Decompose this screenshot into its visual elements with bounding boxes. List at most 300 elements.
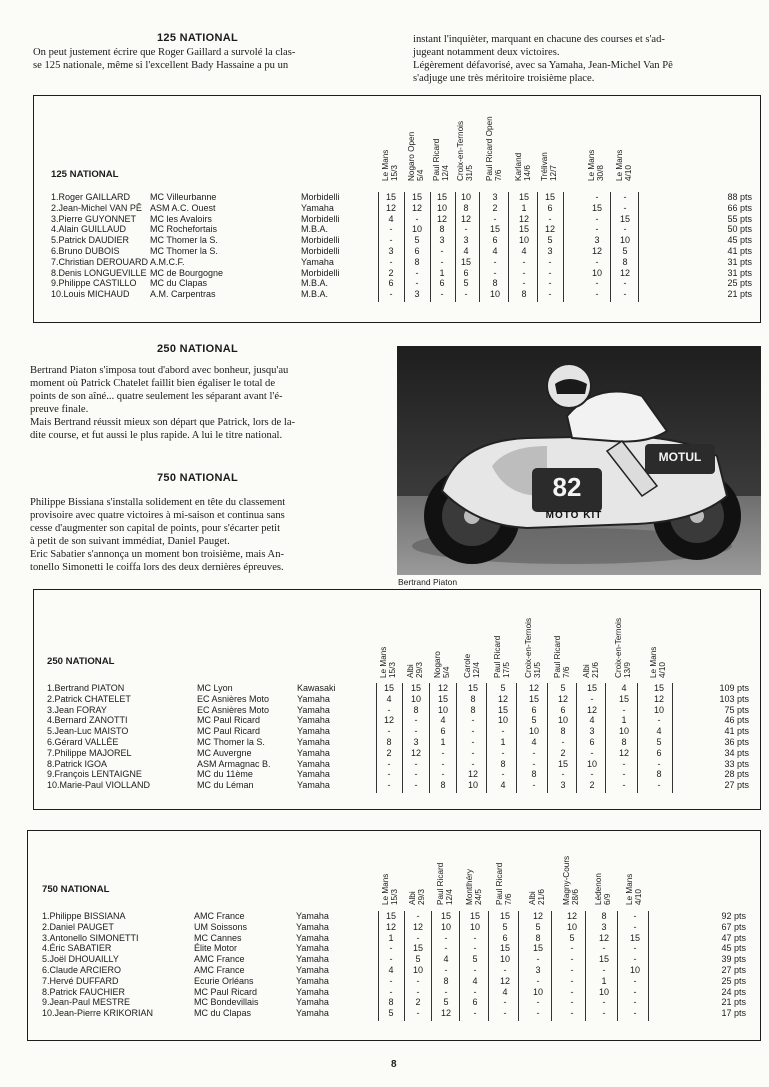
score-cell: - [590,693,594,704]
score-cell: 1 [621,715,627,726]
score-cell: - [503,965,507,975]
text-line: se 125 nationale, même si l'excellent Bady Hassaine a pu un [33,60,289,72]
score-cell: 3 [413,737,419,747]
rider-name: 5.Joël DHOUAILLY [42,954,119,965]
total-points: 66 pts [727,202,752,213]
rider-name: 2.Patrick CHATELET [47,693,131,704]
score-cell: 10 [598,986,609,997]
score-cell: 5 [547,235,553,246]
score-cell: 10 [586,758,597,769]
table-row [28,943,760,954]
score-cell: - [471,726,475,737]
bike-make: M.B.A. [301,224,329,235]
rider-name: 1.Philippe BISSIANA [42,911,126,921]
bike-make: Yamaha [296,965,329,975]
score-cell: 8 [492,278,498,289]
score-cell: 12 [411,202,422,213]
score-cell: - [389,235,393,246]
score-cell: 15 [411,192,422,202]
score-cell: - [622,758,626,769]
column-header-label: Albi 29/3 [406,662,425,678]
table-title: 750 NATIONAL [42,884,110,895]
score-cell: 15 [499,943,510,954]
article-250-text [30,364,382,443]
club-name: MC Bondevillais [194,997,259,1008]
table-row [28,976,760,987]
score-cell: 1 [439,267,445,278]
text-line: Eric Sabatier s'annonça un moment bon troisième, mais An- [30,549,285,561]
club-name: Élite Motor [194,943,238,954]
score-cell: - [387,758,391,769]
score-cell: 3 [439,235,445,246]
score-cell: - [473,986,477,997]
score-cell: 15 [518,224,529,235]
score-cell: 12 [497,693,508,704]
bike-make: Yamaha [296,921,329,932]
column-header-label: Karland 14/6 [514,152,533,181]
club-name: MC Paul Ricard [197,726,261,737]
score-cell: - [444,965,448,975]
column-header-label: Le Mans 15/3 [381,873,400,905]
score-cell: 8 [414,256,420,267]
total-points: 25 pts [727,278,752,289]
score-cell: 6 [531,704,537,715]
score-cell: - [389,289,393,300]
score-cell: - [440,256,444,267]
score-cell: - [633,997,637,1008]
total-points: 31 pts [727,267,752,278]
score-cell: 15 [591,202,602,213]
total-points: 103 pts [719,693,749,704]
club-name: A.M.C.F. [150,256,185,267]
score-cell: - [387,769,391,780]
standings-table-250 [33,589,761,810]
table-row [28,954,760,965]
score-cell: - [536,975,540,986]
score-cell: - [473,943,477,954]
score-cell: - [471,758,475,769]
score-cell: 4 [388,965,394,975]
column-header-label: Paul Ricard 7/6 [553,635,572,678]
score-cell: 5 [622,246,628,256]
score-cell: 6 [440,726,446,737]
score-cell: 4 [440,715,446,726]
score-cell: - [473,932,477,943]
section-heading-125: 125 NATIONAL [157,32,239,44]
bike-make: M.B.A. [301,278,329,289]
rider-name: 3.Antonello SIMONETTI [42,932,139,943]
score-cell: 4 [531,737,537,747]
table-row [28,933,760,944]
score-cell: 12 [528,683,539,693]
score-cell: 5 [388,1008,394,1019]
rider-name: 10.Louis MICHAUD [51,289,130,300]
bike-make: Yamaha [296,943,329,954]
score-cell: 8 [560,726,566,737]
bike-make: Kawasaki [297,683,336,693]
score-cell: 15 [497,704,508,715]
score-cell: 8 [531,769,537,780]
score-cell: - [416,975,420,986]
score-cell: 10 [440,921,451,932]
score-cell: 10 [591,267,602,278]
column-header-label: Le Mans 4/10 [625,873,644,905]
score-cell: 12 [653,693,664,704]
bike-make: Morbidelli [301,267,340,278]
rider-name: 4.Alain GUILLAUD [51,224,127,235]
club-name: UM Soissons [194,921,248,932]
score-cell: - [602,965,606,975]
table-row [34,780,760,791]
table-row [34,203,760,214]
club-name: MC Paul Ricard [194,986,258,997]
club-name: EC Asnières Moto [197,693,270,704]
score-cell: 2 [386,747,392,758]
bike-make: Yamaha [296,932,329,943]
score-cell: - [633,954,637,965]
score-cell: - [622,704,626,715]
score-cell: 2 [415,997,421,1008]
bike-make: Yamaha [296,975,329,986]
score-cell: 3 [560,780,566,791]
score-cell: 8 [388,997,394,1008]
score-cell: - [570,943,574,954]
club-name: MC Thomer la S. [150,246,218,256]
column-header-label: Paul Ricard 12/4 [432,138,451,181]
rider-name: 10.Marie-Paul VIOLLAND [47,780,151,791]
score-cell: 10 [653,704,664,715]
rider-name: 10.Jean-Pierre KRIKORIAN [42,1008,154,1019]
column-header-label: Paul Ricard 12/4 [436,862,455,905]
score-cell: - [595,224,599,235]
score-cell: 8 [535,932,541,943]
club-name: MC Thomer la S. [197,737,265,747]
intro-125-left-text [33,46,382,72]
table-row [34,705,760,716]
score-cell: 15 [618,693,629,704]
score-cell: 8 [443,975,449,986]
score-cell: - [441,747,445,758]
score-cell: 15 [440,911,451,921]
rider-name: 7.Hervé DUFFARD [42,975,119,986]
score-cell: 15 [467,683,478,693]
table-row [34,268,760,279]
bike-make: Yamaha [301,256,334,267]
score-cell: - [595,256,599,267]
score-cell: 12 [467,769,478,780]
table-row [34,694,760,705]
score-cell: 6 [502,932,508,943]
club-name: AMC France [194,911,245,921]
column-header-label: Le Mans 4/10 [615,149,634,181]
score-cell: 1 [521,202,527,213]
score-cell: - [570,997,574,1008]
score-cell: 12 [385,921,396,932]
score-cell: - [389,943,393,954]
score-cell: 12 [437,683,448,693]
score-cell: - [548,278,552,289]
total-points: 55 pts [727,213,752,224]
score-cell: - [548,267,552,278]
bike-make: Yamaha [296,997,329,1008]
bike-make: Yamaha [296,1008,329,1019]
score-cell: 15 [586,683,597,693]
score-cell: 15 [499,911,510,921]
score-cell: - [570,986,574,997]
score-cell: 4 [386,693,392,704]
standings-table-125 [33,95,761,323]
score-cell: - [416,986,420,997]
score-cell: - [501,726,505,737]
score-cell: - [415,278,419,289]
column-header-label: Trélivan 12/7 [540,152,559,181]
total-points: 47 pts [721,932,746,943]
score-cell: 10 [497,715,508,726]
column-header-label: Le Mans 15/3 [379,646,398,678]
score-cell: - [548,213,552,224]
text-line: Légèrement défavorisé, avec sa Yamaha, Jean-Michel Van Pê [413,60,673,72]
text-line: dite course, et fut aussi le plus rapide. A lui le titre national. [30,430,283,442]
text-line: Philippe Bissiana s'installa solidement en tête du classement [30,497,286,508]
article-750-text [30,496,382,575]
rider-name: 6.Gérard VALLÉE [47,737,119,747]
score-cell: 12 [518,213,529,224]
bike-make: Yamaha [297,737,330,747]
score-cell: 12 [619,267,630,278]
score-cell: 15 [544,192,555,202]
score-cell: 8 [463,202,469,213]
score-cell: 10 [557,715,568,726]
score-cell: - [493,256,497,267]
table-row [34,715,760,726]
score-cell: 5 [531,715,537,726]
bike-make: Yamaha [297,758,330,769]
score-cell: 15 [412,943,423,954]
column-header-label: Albi 21/6 [582,662,601,678]
tank-text: MOTUL [658,450,702,464]
column-header-label: Albi 21/6 [528,889,547,905]
column-header-label: Le Mans 30/8 [587,149,606,181]
score-cell: - [444,932,448,943]
score-cell: - [414,715,418,726]
score-cell: 15 [410,683,421,693]
score-cell: 15 [469,911,480,921]
text-line: provisoire avec quatre victoires à mi-saison et continua sans [30,510,285,522]
score-cell: 8 [470,693,476,704]
text-line: moment où Patrick Chatelet faillit bien égaliser le total de [30,378,276,390]
table-row [28,911,760,922]
total-points: 27 pts [721,965,746,975]
bike-make: Morbidelli [301,235,340,246]
score-cell: - [493,213,497,224]
total-points: 36 pts [724,737,749,747]
score-cell: - [633,975,637,986]
bike-make: Yamaha [297,715,330,726]
club-name: AMC France [194,954,245,965]
bike-make: Yamaha [297,780,330,791]
rider-name: 4.Éric SABATIER [42,943,112,954]
score-cell: 15 [557,758,568,769]
score-cell: - [415,267,419,278]
score-cell: 12 [383,715,394,726]
table-row [28,997,760,1008]
text-line: instant l'inquièter, marquant en chacune des courses et s'ad- [413,34,665,45]
score-cell: 6 [547,202,553,213]
total-points: 41 pts [727,246,752,256]
score-cell: 12 [460,213,471,224]
score-cell: 3 [388,246,394,256]
table-row [28,987,760,998]
score-cell: 10 [410,693,421,704]
club-name: ASM Armagnac B. [197,758,271,769]
score-cell: - [416,1008,420,1019]
score-cell: 8 [622,256,628,267]
rider-name: 6.Bruno DUBOIS [51,246,120,256]
score-cell: - [522,256,526,267]
score-cell: 12 [499,975,510,986]
text-line: points de son aîné... quatre seulement les séparant avant l'é- [30,391,283,403]
score-cell: - [561,769,565,780]
score-cell: - [416,911,420,921]
score-cell: - [414,769,418,780]
text-line: jugeant notamment deux victoires. [413,47,560,59]
score-cell: 3 [492,192,498,202]
score-cell: 1 [500,737,506,747]
bike-make: Yamaha [296,986,329,997]
score-cell: 5 [502,921,508,932]
club-name: MC du Léman [197,780,254,791]
score-cell: 8 [601,911,607,921]
score-cell: 15 [619,213,630,224]
score-cell: 12 [591,246,602,256]
rider-name: 2.Jean-Michel VAN PÊ [51,202,142,213]
score-cell: 5 [569,932,575,943]
score-cell: 5 [463,278,469,289]
club-name: AMC France [194,965,245,975]
column-header-label: Croix-en-Ternois 31/5 [524,617,543,678]
score-cell: - [657,758,661,769]
total-points: 46 pts [724,715,749,726]
standings-table-750 [27,830,761,1041]
score-cell: 2 [492,202,498,213]
score-cell: 6 [439,278,445,289]
score-cell: - [501,769,505,780]
score-cell: 4 [492,246,498,256]
score-cell: 10 [618,726,629,737]
total-points: 67 pts [721,921,746,932]
score-cell: 10 [532,986,543,997]
score-cell: 10 [436,202,447,213]
score-cell: - [416,932,420,943]
club-name: MC Cannes [194,932,242,943]
club-name: MC du Clapas [194,1008,252,1019]
score-cell: 1 [601,975,607,986]
score-cell: - [522,278,526,289]
club-name: MC de Bourgogne [150,267,224,278]
column-header-label: Paul Ricard 17/5 [493,635,512,678]
column-header-label: Le Mans 4/10 [649,646,668,678]
table-row [34,192,760,203]
score-cell: 3 [589,726,595,737]
score-cell: 8 [500,758,506,769]
score-cell: - [414,780,418,791]
score-cell: 15 [532,943,543,954]
score-cell: - [595,213,599,224]
table-row [34,726,760,737]
table-title: 125 NATIONAL [51,169,119,180]
score-cell: 6 [472,997,478,1008]
total-points: 39 pts [721,954,746,965]
score-cell: - [657,715,661,726]
score-cell: 3 [547,246,553,256]
score-cell: 12 [598,932,609,943]
bike-make: Yamaha [297,726,330,737]
column-header-label: Carole 12/4 [463,653,482,678]
total-points: 45 pts [721,943,746,954]
column-header-label: Nogaro Open 5/4 [407,131,426,181]
score-cell: - [570,975,574,986]
score-cell: 1 [440,737,446,747]
score-cell: 4 [589,715,595,726]
score-cell: 4 [500,780,506,791]
score-cell: 3 [535,965,541,975]
rider-name: 9.Philippe CASTILLO [51,278,137,289]
score-cell: 10 [489,289,500,300]
score-cell: - [602,997,606,1008]
photo-caption: Bertrand Piaton [398,577,458,587]
text-line: Mais Bertrand réussit mieux son départ que Patrick, lors de la- [30,417,296,429]
score-cell: - [387,780,391,791]
score-cell: 3 [414,289,420,300]
score-cell: 12 [436,213,447,224]
score-cell: - [657,780,661,791]
text-line: à petit de son suivant immédiat, Daniel Pauget. [30,536,230,548]
score-cell: - [622,769,626,780]
total-points: 34 pts [724,747,749,758]
score-cell: 6 [656,747,662,758]
column-header-label: Paul Ricard 7/6 [495,862,514,905]
total-points: 41 pts [724,726,749,737]
score-cell: 4 [502,986,508,997]
score-cell: 4 [443,954,449,965]
score-cell: 3 [594,235,600,246]
total-points: 21 pts [727,289,752,300]
bike-make: Yamaha [297,704,330,715]
page-number: 8 [391,1059,397,1070]
club-name: MC Lyon [197,683,233,693]
bike-make: M.B.A. [301,289,329,300]
score-cell: - [389,975,393,986]
score-cell: 10 [437,704,448,715]
total-points: 24 pts [721,986,746,997]
club-name: MC les Avaloirs [150,213,212,224]
score-cell: - [622,780,626,791]
section-heading-750: 750 NATIONAL [157,472,239,484]
score-cell: - [440,246,444,256]
club-name: Ecurie Orléans [194,975,254,986]
club-name: MC Rochefortais [150,224,218,235]
score-cell: - [623,224,627,235]
score-cell: 4 [621,683,627,693]
score-cell: 12 [618,747,629,758]
table-row [28,922,760,933]
score-cell: 8 [656,769,662,780]
score-cell: 12 [544,224,555,235]
score-cell: - [536,1008,540,1019]
rider-name: 8.Patrick FAUCHIER [42,986,126,997]
score-cell: 10 [469,921,480,932]
score-cell: - [536,954,540,965]
